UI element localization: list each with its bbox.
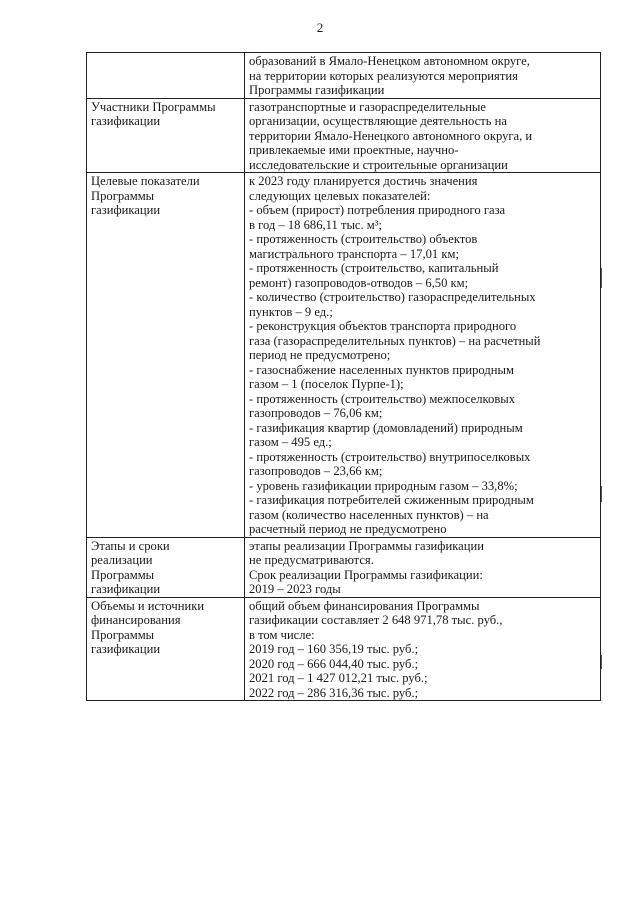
value-line: - газоснабжение населенных пунктов природным: [249, 362, 514, 377]
value-line: организации, осуществляющие деятельность на: [249, 114, 507, 128]
value-line: магистрального транспорта – 17,01 км;: [249, 246, 459, 261]
row-label-cell: [87, 53, 245, 99]
value-line: расчетный период не предусмотрено: [249, 522, 447, 536]
row-label-cell: [87, 98, 245, 173]
label-line: финансирования: [91, 613, 181, 627]
value-line: 2019 год – 160 356,19 тыс. руб.;: [249, 642, 419, 656]
label-line: Целевые показатели: [91, 174, 200, 188]
row-value-cell: [245, 537, 601, 597]
value-line: к 2023 году планируется достичь значения: [249, 174, 478, 188]
value-line: - газификация потребителей сжиженным природным: [249, 493, 534, 507]
label-line: газификации: [91, 114, 161, 128]
value-line: период не предусмотрено;: [249, 348, 391, 362]
label-line: Программы: [91, 188, 155, 203]
value-line: территории Ямало-Ненецкого автономного округа, и: [249, 128, 533, 143]
value-line: - газификация квартир (домовладений) природным: [249, 420, 523, 435]
value-line: ремонт) газопроводов-отводов – 6,50 км;: [249, 275, 469, 290]
value-line: в том числе:: [249, 627, 315, 642]
table-row: [87, 98, 601, 173]
value-line: газопроводов – 23,66 км;: [249, 464, 383, 478]
value-line: в год – 18 686,11 тыс. м³;: [249, 217, 383, 232]
value-line: - уровень газификации природным газом – 33,8%;: [249, 478, 518, 493]
label-line: газификации: [91, 203, 161, 217]
value-line: 2022 год – 286 316,36 тыс. руб.;: [249, 685, 419, 700]
row-label-cell: [87, 537, 245, 597]
value-line: 2021 год – 1 427 012,21 тыс. руб.;: [249, 671, 428, 685]
scan-artifact-mark: [601, 655, 602, 669]
table-row: [87, 597, 601, 701]
value-line: исследовательские и строительные организации: [249, 157, 508, 172]
scan-artifact-mark: [601, 268, 602, 288]
value-line: Срок реализации Программы газификации:: [249, 567, 483, 582]
value-line: газом – 495 ед.;: [249, 435, 332, 449]
value-line: не предусматриваются.: [249, 553, 374, 567]
value-line: 2019 – 2023 годы: [249, 582, 341, 596]
value-line: газопроводов – 76,06 км;: [249, 406, 383, 420]
row-value-cell: [245, 597, 601, 701]
value-line: на территории которых реализуются мероприятия: [249, 68, 518, 83]
value-line: привлекаемые ими проектные, научно-: [249, 143, 459, 157]
label-line: газификации: [91, 582, 161, 596]
value-line: - протяженность (строительство) внутрипоселковых: [249, 449, 531, 464]
label-line: Участники Программы: [91, 99, 216, 114]
table-row: [87, 537, 601, 597]
value-line: пунктов – 9 ед.;: [249, 304, 333, 319]
row-value-cell: [245, 53, 601, 99]
value-line: - протяженность (строительство) объектов: [249, 232, 478, 246]
table-row: [87, 173, 601, 538]
label-line: Объемы и источники: [91, 598, 205, 613]
value-line: Программы газификации: [249, 83, 385, 97]
value-line: образований в Ямало-Ненецком автономном округе,: [249, 54, 530, 68]
value-line: - количество (строительство) газораспределительных: [249, 290, 536, 304]
label-line: Программы: [91, 567, 155, 582]
table-row: [87, 53, 601, 99]
value-line: газом – 1 (поселок Пурпе-1);: [249, 377, 404, 391]
row-value-cell: [245, 173, 601, 538]
program-passport-table: [86, 52, 601, 701]
label-line: Программы: [91, 627, 155, 642]
value-line: газотранспортные и газораспределительные: [249, 99, 486, 114]
value-line: газа (газораспределительных пунктов) – на расчетный: [249, 333, 541, 348]
label-line: Этапы и сроки: [91, 538, 170, 553]
value-line: - протяженность (строительство) межпоселковых: [249, 391, 516, 406]
value-line: - протяженность (строительство, капитальный: [249, 261, 499, 275]
value-line: этапы реализации Программы газификации: [249, 538, 484, 553]
row-label-cell: [87, 597, 245, 701]
row-label-cell: [87, 173, 245, 538]
value-line: общий объем финансирования Программы: [249, 598, 480, 613]
page-number: 2: [316, 20, 324, 35]
label-line: реализации: [91, 553, 153, 567]
value-line: - объем (прирост) потребления природного газа: [249, 203, 506, 217]
value-line: - реконструкция объектов транспорта природного: [249, 319, 517, 333]
value-line: газификации составляет 2 648 971,78 тыс. руб.,: [249, 613, 503, 627]
value-line: следующих целевых показателей:: [249, 188, 431, 203]
label-line: газификации: [91, 642, 161, 656]
scan-artifact-mark: [601, 486, 602, 502]
value-line: 2020 год – 666 044,40 тыс. руб.;: [249, 656, 419, 671]
value-line: газом (количество населенных пунктов) – на: [249, 507, 489, 522]
row-value-cell: [245, 98, 601, 173]
